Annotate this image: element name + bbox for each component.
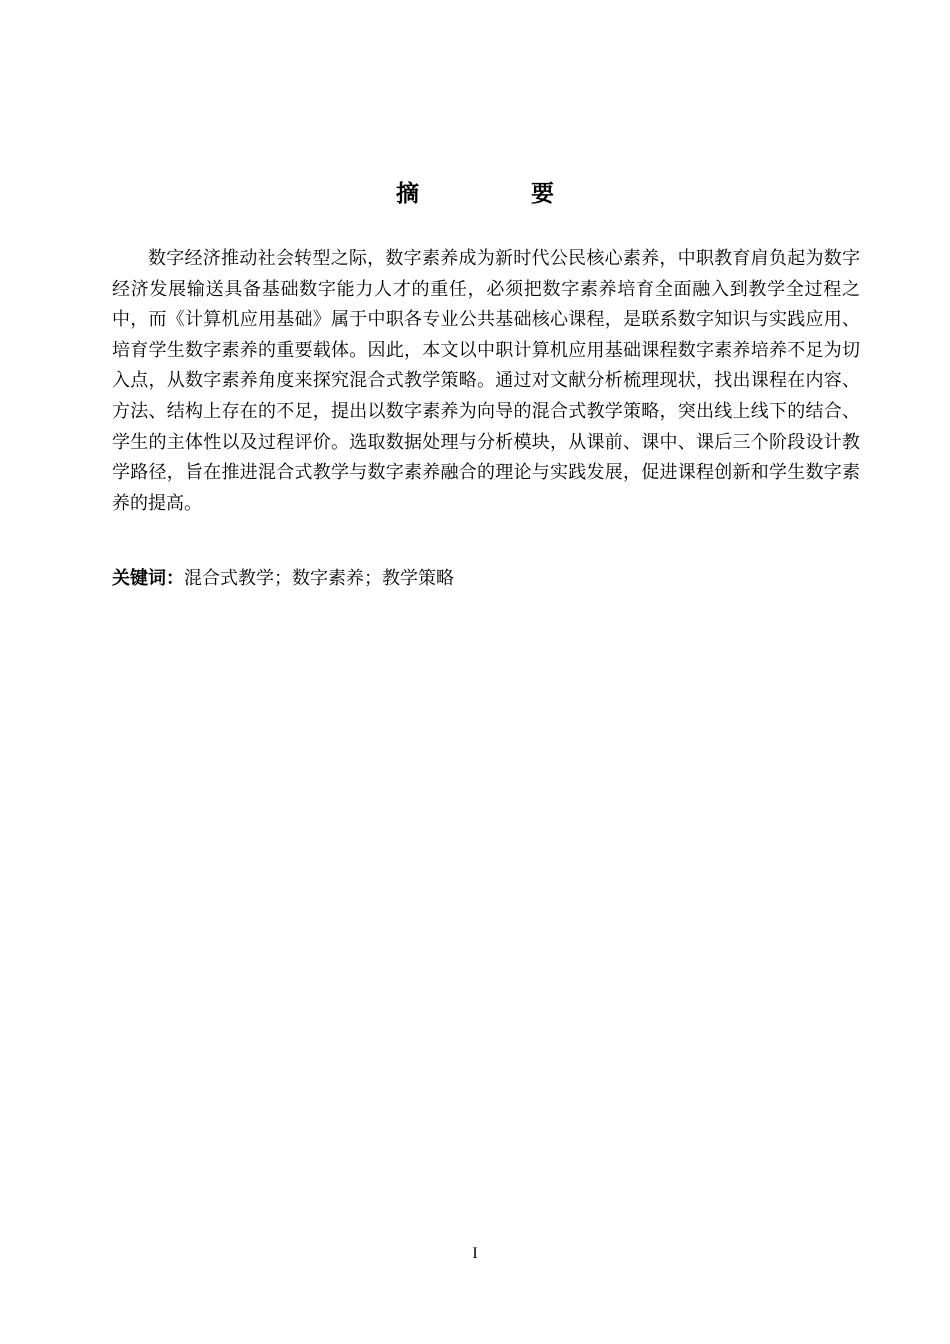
abstract-title: 摘 要 [395, 181, 606, 207]
abstract-paragraph: 数字经济推动社会转型之际，数字素养成为新时代公民核心素养，中职教育肩负起为数字经济发展输送具备基础数字能力人才的重任，必须把数字素养培育全面融入到教学全过程之中，而《计算机应用基础》属于中职各专业公共基础核心课程，是联系数字知识与实践应用、培育学生数字素养的重要载体。因此，本文以中职计算机应用基础课程数字素养培养不足为切入点，从数字素养角度来探究混合式教学策略。通过对文献分析梳理现状，找出课程在内容、方法、结构上存在的不足，提出以数字素养为向导的混合式教学策略，突出线上线下的结合、学生的主体性以及过程评价。选取数据处理与分析模块，从课前、课中、课后三个阶段设计教学路径，旨在推进混合式教学与数字素养融合的理论与实践发展，促进课程创新和学生数字素养的提高。 [112, 248, 860, 514]
keywords-line [112, 564, 860, 594]
keywords-values: 混合式教学；数字素养；教学策略 [184, 568, 454, 589]
page-number: I [472, 1245, 478, 1262]
keywords-label: 关键词： [112, 568, 184, 589]
